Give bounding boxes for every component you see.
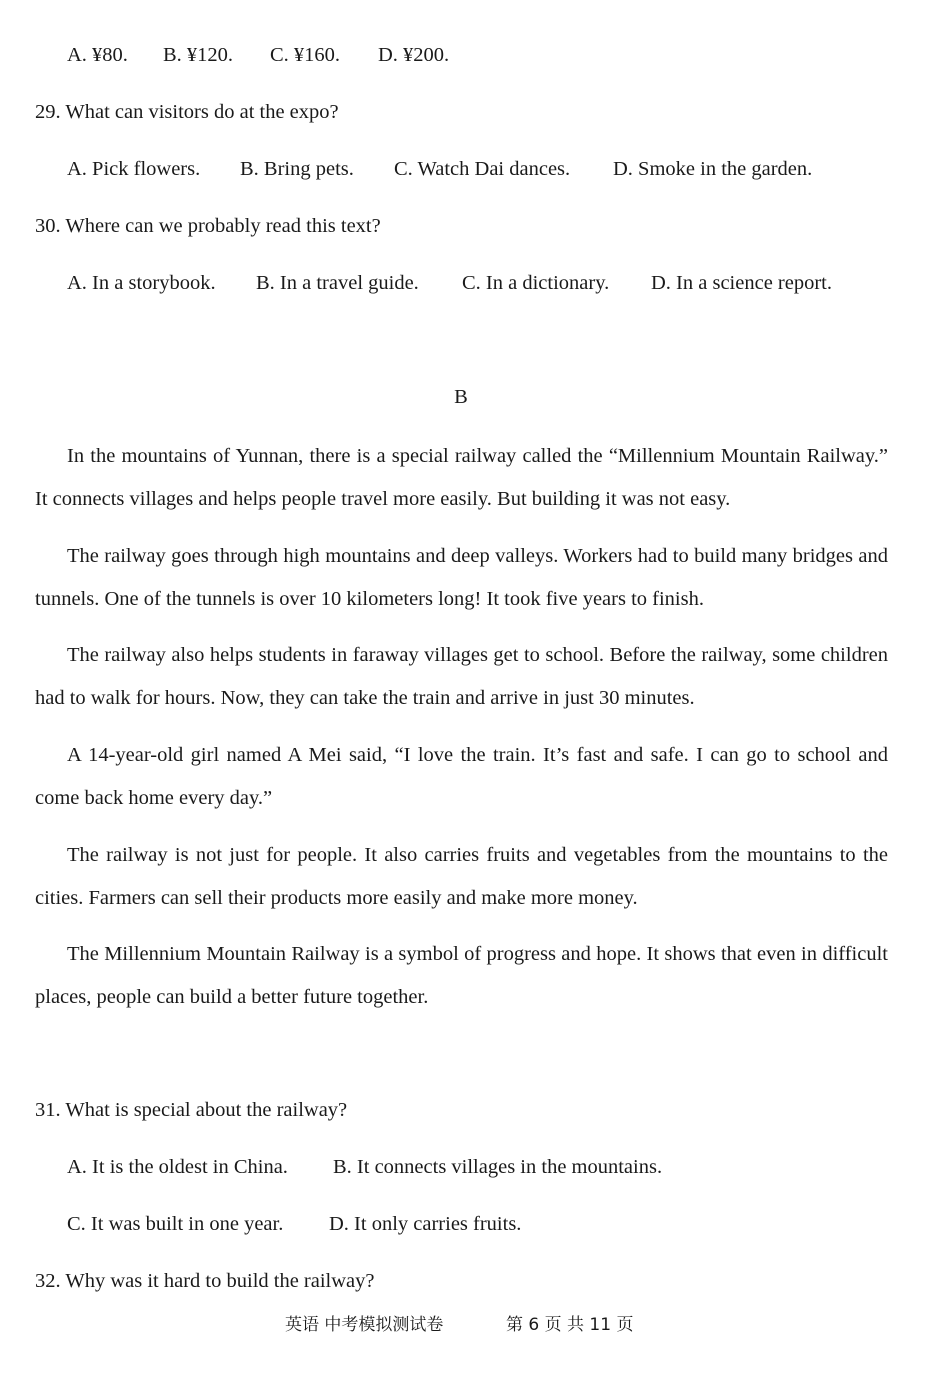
q30-question: 30. Where can we probably read this text? (35, 215, 381, 237)
q28-option-b: B. ¥120. (163, 44, 234, 66)
q30-option-a: A. In a storybook. (67, 272, 216, 294)
q32-question: 32. Why was it hard to build the railway? (35, 1270, 375, 1292)
q31-option-c: C. It was built in one year. (67, 1213, 284, 1235)
passage-paragraph-2: The railway goes through high mountains and deep valleys. Workers had to build many bridges and tunnels. One of the tunnels is over 10 kilometers long! It took five years to finish. (35, 545, 888, 610)
q28-option-a: A. ¥80. (67, 44, 128, 66)
passage-paragraph-3: The railway also helps students in faraway villages get to school. Before the railway, some children had to walk for hours. Now, they can take the train and arrive in just 30 minutes. (35, 644, 888, 709)
q29-option-a: A. Pick flowers. (67, 158, 201, 180)
q28-option-c: C. ¥160. (270, 44, 341, 66)
q30-option-b: B. In a travel guide. (256, 272, 419, 294)
q31-option-d: D. It only carries fruits. (329, 1213, 522, 1235)
q31-option-b: B. It connects villages in the mountains. (333, 1156, 663, 1178)
q29-option-d: D. Smoke in the garden. (613, 158, 813, 180)
footer-page-number: 第 6 页 共 11 页 (506, 1315, 634, 1335)
section-heading: B (454, 386, 468, 408)
passage-paragraph-1: In the mountains of Yunnan, there is a special railway called the “Millennium Mountain Railway.” It connects villages and helps people travel more easily. But building it was not easy. (35, 445, 888, 510)
q31-option-a: A. It is the oldest in China. (67, 1156, 288, 1178)
passage-paragraph-5: The railway is not just for people. It also carries fruits and vegetables from the mountains to the cities. Farmers can sell their products more easily and make more money. (35, 844, 888, 909)
passage-paragraph-6: The Millennium Mountain Railway is a symbol of progress and hope. It shows that even in difficult places, people can build a better future together. (35, 943, 888, 1008)
q30-option-c: C. In a dictionary. (462, 272, 610, 294)
q31-question: 31. What is special about the railway? (35, 1099, 348, 1121)
q29-option-b: B. Bring pets. (240, 158, 354, 180)
q28-option-d: D. ¥200. (378, 44, 450, 66)
footer-exam-title: 英语 中考模拟测试卷 (285, 1315, 444, 1335)
q29-option-c: C. Watch Dai dances. (394, 158, 571, 180)
q30-option-d: D. In a science report. (651, 272, 832, 294)
q29-question: 29. What can visitors do at the expo? (35, 101, 339, 123)
passage-paragraph-4: A 14-year-old girl named A Mei said, “I love the train. It’s fast and safe. I can go to school and come back home every day.” (35, 744, 888, 809)
